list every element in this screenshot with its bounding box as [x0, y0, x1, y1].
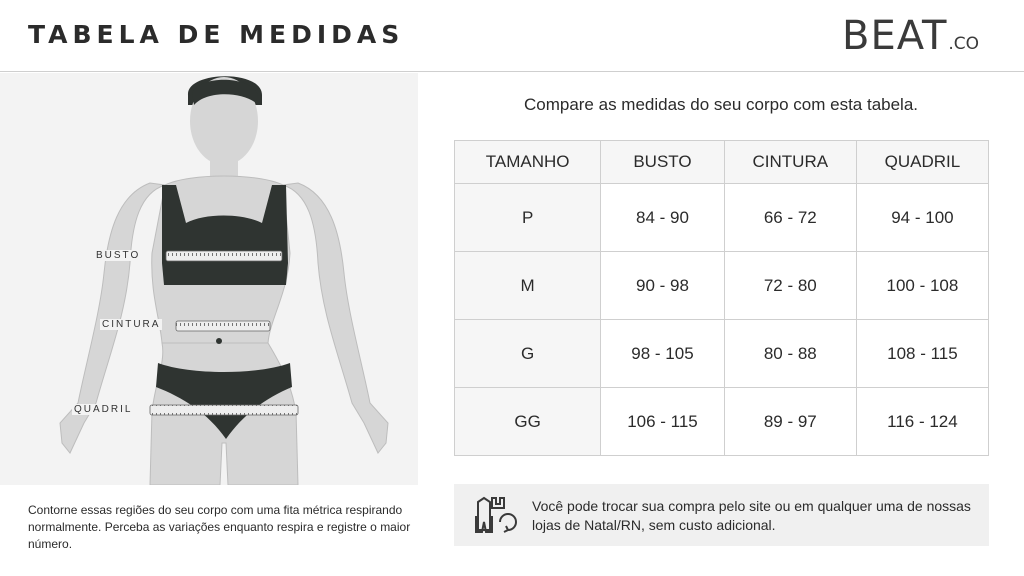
table-header-row: [455, 141, 989, 184]
table-caption: Compare as medidas do seu corpo com esta tabela.: [523, 95, 919, 114]
brand-logo: [842, 14, 979, 58]
hip-cell: 100 - 108: [856, 252, 988, 320]
exchange-info-box: [454, 484, 989, 546]
table-row: [455, 184, 989, 252]
bust-cell: 90 - 98: [601, 252, 725, 320]
logo-main-text: BEAT: [842, 13, 948, 59]
hip-label: QUADRIL: [74, 404, 133, 415]
bust-cell: 98 - 105: [601, 320, 725, 388]
waist-label: CINTURA: [102, 319, 161, 330]
body-figure-panel: [0, 73, 418, 485]
waist-cell: 66 - 72: [724, 184, 856, 252]
exchange-info-text: Você pode trocar sua compra pelo site ou em qualquer uma de nossas lojas de Natal/RN, sem custo adicional.: [532, 498, 971, 533]
measuring-instructions: Contorne essas regiões do seu corpo com uma fita métrica respirando normalmente. Perceba as variações enquanto respira e registre o maior número.: [28, 503, 411, 551]
waist-cell: 89 - 97: [724, 388, 856, 456]
table-row: [455, 388, 989, 456]
bust-cell: 84 - 90: [601, 184, 725, 252]
bust-cell: 106 - 115: [601, 388, 725, 456]
size-table: [454, 140, 989, 456]
page-title: TABELA DE MEDIDAS: [28, 20, 405, 49]
column-header-hip: QUADRIL: [856, 141, 988, 184]
header: [0, 0, 1024, 72]
hip-cell: 94 - 100: [856, 184, 988, 252]
table-row: [455, 252, 989, 320]
body-silhouette-icon: [0, 73, 418, 485]
column-header-waist: CINTURA: [724, 141, 856, 184]
logo-sub-text: .CO: [948, 34, 980, 54]
column-header-size: TAMANHO: [455, 141, 601, 184]
size-cell: GG: [455, 388, 601, 456]
hip-cell: 116 - 124: [856, 388, 988, 456]
hip-cell: 108 - 115: [856, 320, 988, 388]
clothes-exchange-icon: [470, 496, 518, 536]
waist-cell: 80 - 88: [724, 320, 856, 388]
bust-label: BUSTO: [96, 250, 141, 261]
size-cell: G: [455, 320, 601, 388]
size-cell: P: [455, 184, 601, 252]
waist-cell: 72 - 80: [724, 252, 856, 320]
table-row: [455, 320, 989, 388]
size-cell: M: [455, 252, 601, 320]
column-header-bust: BUSTO: [601, 141, 725, 184]
